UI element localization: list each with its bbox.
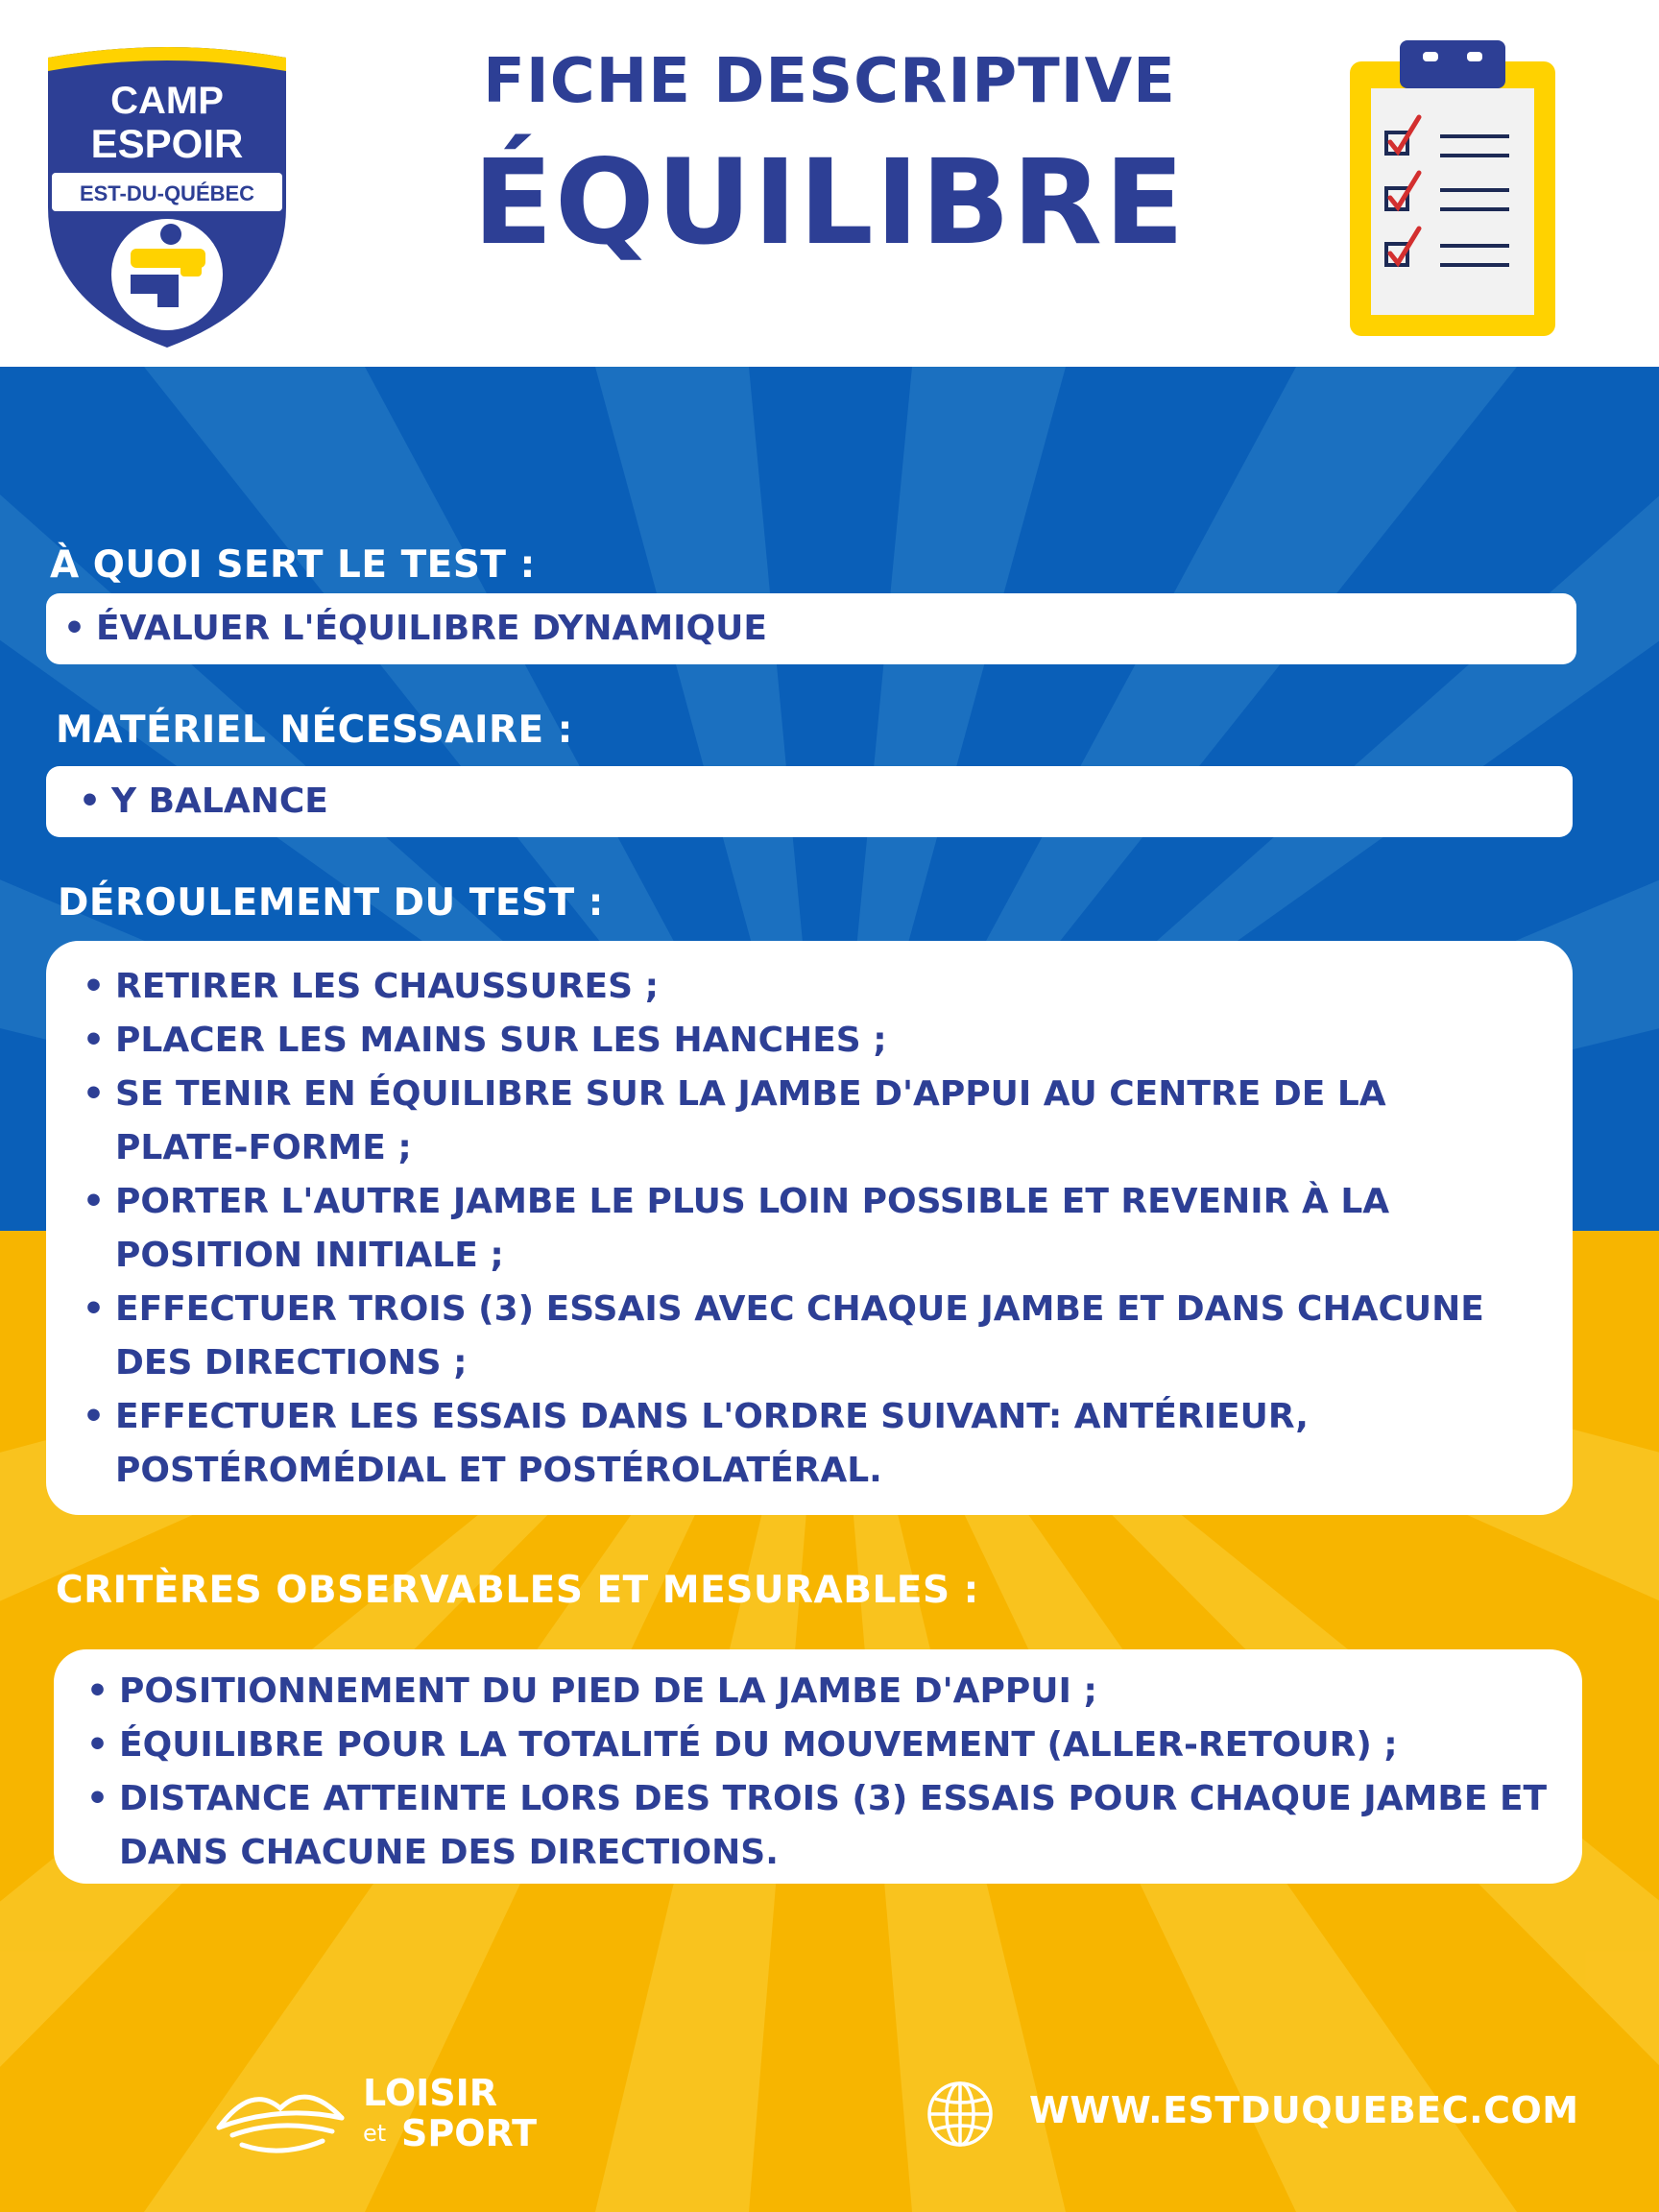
page-title: ÉQUILIBRE [472, 134, 1187, 271]
brand-loisir: LOISIR [363, 2072, 498, 2114]
list-item: • EFFECTUER TROIS (3) ESSAIS AVEC CHAQUE JAMBE ET DANS CHACUNE DES DIRECTIONS ; [115, 1283, 1525, 1390]
procedure-card [46, 941, 1573, 1515]
list-item: • RETIRER LES CHAUSSURES ; [115, 960, 1525, 1014]
mountains-logo-icon [213, 2080, 348, 2156]
logo-camp: CAMP [110, 80, 224, 122]
logo-region: EST-DU-QUÉBEC [79, 181, 255, 205]
list-item: • POSITIONNEMENT DU PIED DE LA JAMBE D'APPUI ; [119, 1665, 1563, 1719]
page-subtitle: FICHE DESCRIPTIVE [483, 46, 1176, 117]
list-item: • SE TENIR EN ÉQUILIBRE SUR LA JAMBE D'APPUI AU CENTRE DE LA PLATE-FORME ; [115, 1068, 1525, 1175]
criteria-card [54, 1649, 1582, 1884]
purpose-heading: À QUOI SERT LE TEST : [50, 543, 536, 587]
purpose-card [46, 593, 1576, 664]
procedure-heading: DÉROULEMENT DU TEST : [58, 881, 604, 925]
brand-sport: SPORT [401, 2112, 537, 2154]
clipboard-checklist-icon [1344, 38, 1561, 342]
equipment-card [46, 766, 1573, 837]
logo-espoir: ESPOIR [90, 121, 244, 166]
website-link[interactable]: WWW.ESTDUQUEBEC.COM [1029, 2089, 1579, 2131]
list-item: • ÉQUILIBRE POUR LA TOTALITÉ DU MOUVEMENT (ALLER-RETOUR) ; [119, 1719, 1563, 1772]
globe-icon [924, 2078, 997, 2151]
list-item: • DISTANCE ATTEINTE LORS DES TROIS (3) ESSAIS POUR CHAQUE JAMBE ET DANS CHACUNE DES DIRECTIONS. [119, 1772, 1563, 1880]
list-item: • PORTER L'AUTRE JAMBE LE PLUS LOIN POSSIBLE ET REVENIR À LA POSITION INITIALE ; [115, 1175, 1525, 1283]
criteria-heading: CRITÈRES OBSERVABLES ET MESURABLES : [56, 1569, 979, 1612]
list-item: • EFFECTUER LES ESSAIS DANS L'ORDRE SUIVANT: ANTÉRIEUR, POSTÉROMÉDIAL ET POSTÉROLATÉRAL. [115, 1390, 1525, 1498]
brand-et: et [363, 2120, 387, 2147]
list-item: • ÉVALUER L'ÉQUILIBRE DYNAMIQUE [96, 602, 1576, 656]
list-item: • PLACER LES MAINS SUR LES HANCHES ; [115, 1014, 1525, 1068]
equipment-heading: MATÉRIEL NÉCESSAIRE : [56, 709, 573, 752]
list-item: • Y BALANCE [111, 775, 1573, 829]
